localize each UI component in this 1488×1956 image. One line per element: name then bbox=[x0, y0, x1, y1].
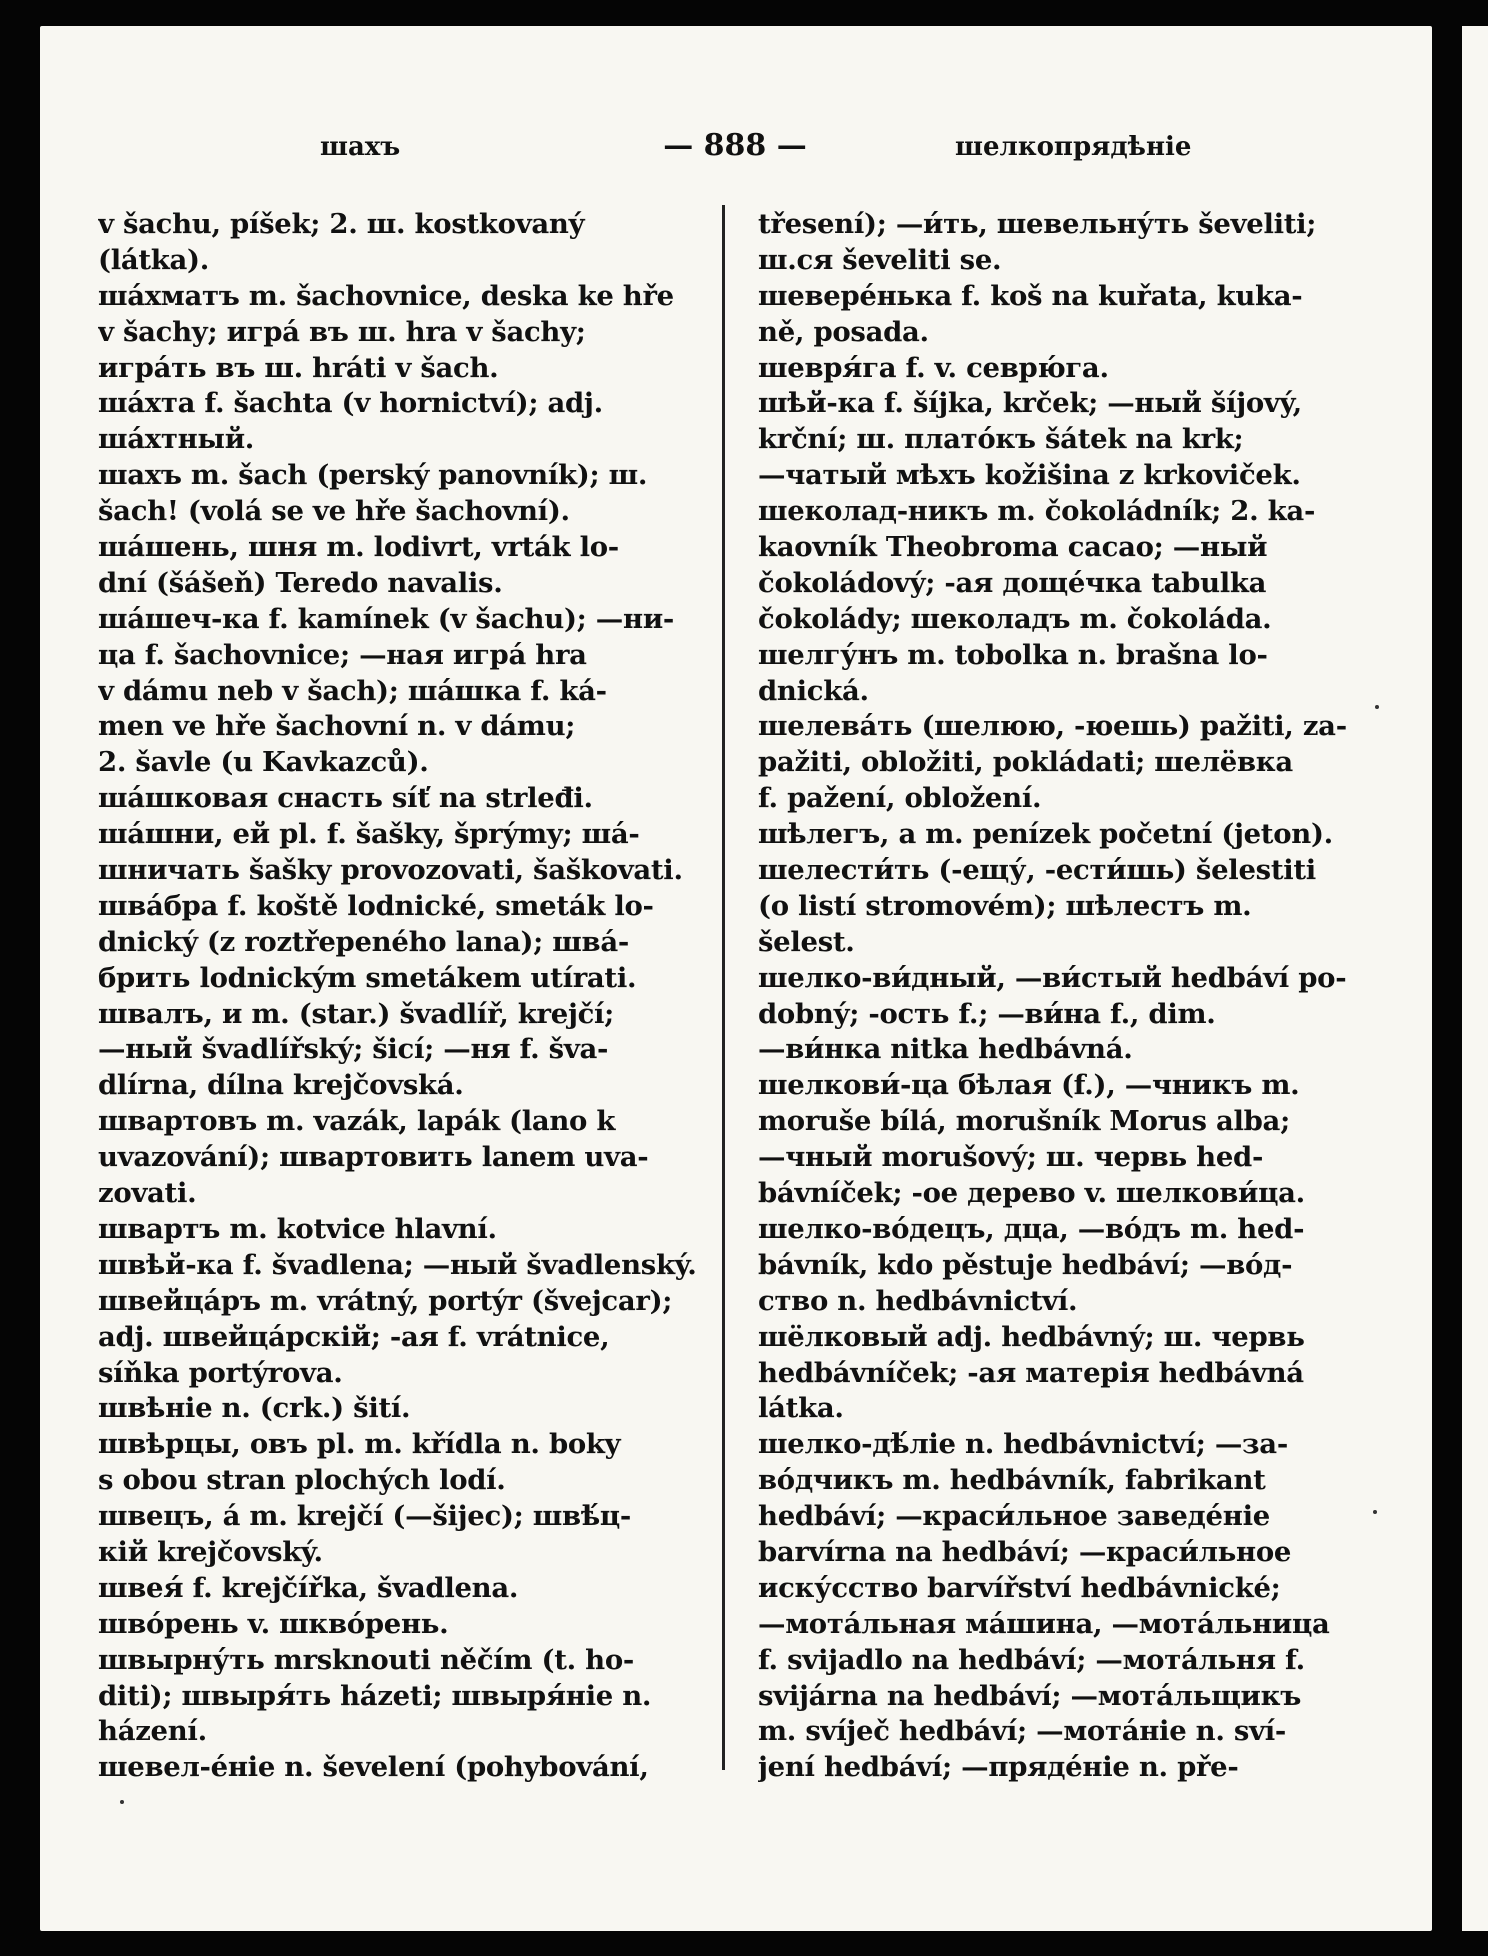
dictionary-line: швѣрцы, овъ pl. m. křídla n. boky bbox=[98, 1428, 621, 1461]
dictionary-line: men ve hře šachovní n. v dámu; bbox=[98, 710, 576, 743]
dictionary-line: швея́ f. krejčířka, švadlena. bbox=[98, 1571, 519, 1604]
dictionary-line: 2. šavle (u Kavkazců). bbox=[98, 746, 429, 779]
left-column bbox=[98, 207, 698, 1786]
print-speck bbox=[1375, 705, 1379, 709]
dictionary-line: ша́хтный. bbox=[98, 423, 255, 456]
dictionary-line: шѣлегъ, а m. penízek početní (jeton). bbox=[758, 818, 1333, 851]
dictionary-line: dní (šášeň) Teredo navalis. bbox=[98, 566, 503, 599]
dictionary-line: ша́хта f. šachta (v hornictví); adj. bbox=[98, 387, 603, 420]
dictionary-line: —ный švadlířský; šicí; —ня f. šva- bbox=[98, 1033, 609, 1066]
dictionary-line: ца f. šachovnice; —ная игра́ hra bbox=[98, 638, 587, 671]
dictionary-line: швѣніе n. (crk.) šití. bbox=[98, 1392, 411, 1425]
running-head bbox=[0, 128, 1488, 168]
dictionary-line: v dámu neb v šach); ша́шка f. ká- bbox=[98, 674, 607, 707]
right-column bbox=[758, 207, 1350, 1786]
dictionary-line: moruše bílá, morušník Morus alba; bbox=[758, 1105, 1290, 1138]
dictionary-line: pažiti, obložiti, pokládati; шелёвка bbox=[758, 746, 1293, 779]
dictionary-line: шевел-е́ніе n. ševelení (pohybování, bbox=[98, 1751, 649, 1784]
dictionary-line: швѣй-ка f. švadlena; —ный švadlenský. bbox=[98, 1248, 697, 1281]
dictionary-line: krční; ш. плато́къ šátek na krk; bbox=[758, 423, 1244, 456]
dictionary-line: —чатый мѣхъ kožišina z krkoviček. bbox=[758, 459, 1301, 492]
dictionary-line: zovati. bbox=[98, 1177, 197, 1210]
dictionary-line: barvírna na hedbáví; —краси́льное bbox=[758, 1535, 1292, 1568]
header-left-word: шахъ bbox=[320, 132, 401, 162]
dictionary-line: házení. bbox=[98, 1715, 207, 1748]
dictionary-line: (látka). bbox=[98, 243, 210, 276]
dictionary-line: čokoládový; -ая доще́чка tabulka bbox=[758, 566, 1267, 599]
dictionary-line: шёлковый adj. hedbávný; ш. червь bbox=[758, 1320, 1305, 1353]
dictionary-line: ша́шковая снасть síť na strleđi. bbox=[98, 782, 593, 815]
dictionary-line: dobný; -ость f.; —ви́на f., dim. bbox=[758, 997, 1216, 1030]
dictionary-line: v šachy; игра́ въ ш. hra v šachy; bbox=[98, 315, 586, 348]
dictionary-line: кій krejčovský. bbox=[98, 1535, 323, 1568]
dictionary-line: adj. швейца́рскій; -ая f. vrátnice, bbox=[98, 1320, 610, 1353]
dictionary-line: f. svijadlo na hedbáví; —мота́льня f. bbox=[758, 1643, 1305, 1676]
dictionary-line: ша́шеч-ка f. kamínek (v šachu); —ни- bbox=[98, 602, 675, 635]
dictionary-line: kaovník Theobroma cacao; —ный bbox=[758, 531, 1268, 564]
dictionary-line: швецъ, á m. krejčí (—šijec); швѣ́ц- bbox=[98, 1500, 632, 1533]
dictionary-line: ство n. hedbávnictví. bbox=[758, 1284, 1078, 1317]
dictionary-line: bávník, kdo pěstuje hedbáví; —во́д- bbox=[758, 1248, 1293, 1281]
dictionary-line: шелгу́нъ m. tobolka n. brašna lo- bbox=[758, 638, 1268, 671]
dictionary-line: швартъ m. kotvice hlavní. bbox=[98, 1212, 497, 1245]
dictionary-line: шевере́нька f. koš na kuřata, kuka- bbox=[758, 279, 1303, 312]
dictionary-line: diti); швыря́ть házeti; швыря́ніе n. bbox=[98, 1679, 652, 1712]
dictionary-line: jení hedbáví; —пряде́ніе n. pře- bbox=[758, 1751, 1239, 1784]
dictionary-line: ша́шень, шня m. lodivrt, vrták lo- bbox=[98, 531, 619, 564]
dictionary-line: швырну́ть mrsknouti něčím (t. ho- bbox=[98, 1643, 635, 1676]
dictionary-line: швейца́ръ m. vrátný, portýr (švejcar); bbox=[98, 1284, 673, 1317]
dictionary-line: шелкови́-ца бѣлая (f.), —чникъ m. bbox=[758, 1069, 1300, 1102]
dictionary-line: třesení); —и́ть, шевельну́ть ševeliti; bbox=[758, 208, 1317, 240]
dictionary-line: шелко-дѣ́ліе n. hedbávnictví; —за- bbox=[758, 1428, 1288, 1461]
dictionary-line: ша́хматъ m. šachovnice, deska ke hře bbox=[98, 279, 674, 312]
dictionary-line: dlírna, dílna krejčovská. bbox=[98, 1069, 464, 1102]
dictionary-line: шелко-ви́дный, —ви́стый hedbáví po- bbox=[758, 961, 1347, 994]
dictionary-line: dnická. bbox=[758, 674, 869, 707]
dictionary-line: (o listí stromovém); шѣлестъ m. bbox=[758, 889, 1252, 922]
print-speck bbox=[1373, 1510, 1377, 1514]
dictionary-line: во́дчикъ m. hedbávník, fabrikant bbox=[758, 1464, 1266, 1497]
dictionary-line: шелести́ть (-ещу́, -ести́шь) šelestiti bbox=[758, 854, 1316, 887]
dictionary-line: ně, posada. bbox=[758, 315, 929, 348]
dictionary-line: иску́сство barvířství hedbávnické; bbox=[758, 1571, 1281, 1604]
dictionary-line: шво́рень v. шкво́рень. bbox=[98, 1607, 449, 1640]
adjacent-page-edge bbox=[1462, 26, 1488, 1931]
dictionary-line: šach! (volá se ve hře šachovní). bbox=[98, 495, 570, 528]
dictionary-line: шахъ m. šach (perský panovník); ш. bbox=[98, 459, 648, 492]
dictionary-line: svijárna na hedbáví; —мота́льщикъ bbox=[758, 1679, 1302, 1712]
dictionary-line: ш.ся ševeliti se. bbox=[758, 243, 1002, 276]
print-speck bbox=[120, 1800, 124, 1804]
dictionary-line: látka. bbox=[758, 1392, 844, 1425]
dictionary-line: —мота́льная ма́шина, —мота́льница bbox=[758, 1607, 1330, 1640]
dictionary-line: шва́бра f. koště lodnické, smeták lo- bbox=[98, 889, 654, 922]
dictionary-line: шеколад-никъ m. čokoládník; 2. ka- bbox=[758, 495, 1316, 528]
dictionary-line: шничать šašky provozovati, šaškovati. bbox=[98, 854, 683, 887]
dictionary-line: bávníček; -ое дерево v. шелкови́ца. bbox=[758, 1177, 1305, 1210]
dictionary-line: шелева́ть (шелюю, -юешь) pažiti, za- bbox=[758, 710, 1347, 743]
dictionary-line: hedbáví; —краси́льное заведе́ніе bbox=[758, 1500, 1270, 1533]
page-number: — 888 — bbox=[663, 128, 807, 163]
dictionary-line: čokolády; шеколадъ m. čokoláda. bbox=[758, 602, 1272, 635]
dictionary-line: m. svíječ hedbáví; —мота́ніе n. sví- bbox=[758, 1715, 1287, 1748]
dictionary-line: брить lodnickým smetákem utírati. bbox=[98, 961, 637, 994]
dictionary-line: шелко-во́децъ, дца, —во́дъ m. hed- bbox=[758, 1212, 1305, 1245]
dictionary-line: швартовъ m. vazák, lapák (lano k bbox=[98, 1105, 616, 1138]
column-divider bbox=[722, 205, 725, 1770]
dictionary-line: v šachu, píšek; 2. ш. kostkovaný bbox=[98, 208, 585, 240]
dictionary-line: síňka portýrova. bbox=[98, 1356, 343, 1389]
dictionary-line: игра́ть въ ш. hráti v šach. bbox=[98, 351, 499, 384]
dictionary-line: шѣй-ка f. šíjka, krček; —ный šíjový, bbox=[758, 387, 1302, 420]
dictionary-line: s obou stran plochých lodí. bbox=[98, 1464, 506, 1497]
header-right-word: шелкопрядѣніе bbox=[955, 132, 1192, 162]
dictionary-line: —ви́нка nitka hedbávná. bbox=[758, 1033, 1133, 1066]
dictionary-line: f. pažení, obložení. bbox=[758, 782, 1042, 815]
dictionary-line: шевря́га f. v. севрю́га. bbox=[758, 351, 1109, 384]
dictionary-line: швалъ, и m. (star.) švadlíř, krejčí; bbox=[98, 997, 615, 1030]
dictionary-line: dnický (z roztřepeného lana); шва́- bbox=[98, 925, 629, 958]
dictionary-line: ша́шни, ей pl. f. šašky, šprýmy; ша́- bbox=[98, 818, 640, 851]
dictionary-line: —чный morušový; ш. червь hed- bbox=[758, 1141, 1264, 1174]
dictionary-line: hedbávníček; -ая матерія hedbávná bbox=[758, 1356, 1304, 1389]
dictionary-line: uvazování); швартовить lanem uva- bbox=[98, 1141, 649, 1174]
dictionary-line: šelest. bbox=[758, 925, 855, 958]
